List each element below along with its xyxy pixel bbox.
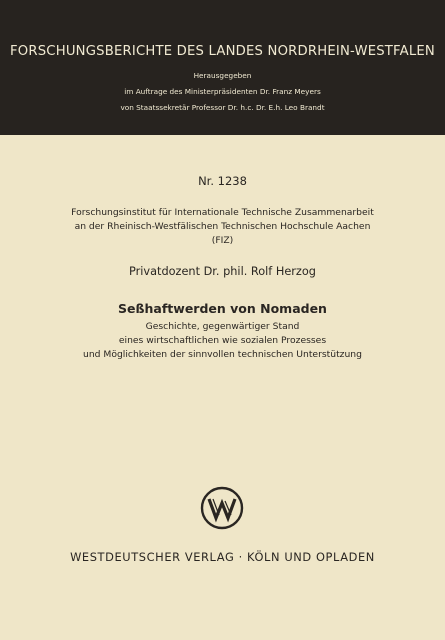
book-title: Seßhaftwerden von Nomaden: [118, 301, 327, 316]
series-title: FORSCHUNGSBERICHTE DES LANDES NORDRHEIN-WESTFALEN: [10, 44, 435, 59]
report-number: Nr. 1238: [198, 174, 247, 188]
subtitle-line-1: Geschichte, gegenwärtiger Stand: [145, 321, 300, 332]
subtitle-line-2: eines wirtschaftlichen wie sozialen Prozesses: [118, 335, 327, 346]
institute-line-1: Forschungsinstitut für Internationale Technische Zusammenarbeit: [71, 207, 374, 218]
editor-line-1: Herausgegeben: [193, 71, 252, 80]
institute-line-3: (FIZ): [211, 235, 234, 246]
institute-line-2: an der Rheinisch-Westfälischen Technischen Hochschule Aachen: [74, 221, 371, 232]
editor-line-2: im Auftrage des Ministerpräsidenten Dr. Franz Meyers: [124, 87, 321, 96]
publisher-name: WESTDEUTSCHER VERLAG · KÖLN UND OPLADEN: [70, 550, 375, 564]
author: Privatdozent Dr. phil. Rolf Herzog: [129, 265, 316, 278]
publisher-logo-icon: [200, 486, 244, 530]
editor-line-3: von Staatssekretär Professor Dr. h.c. Dr. E.h. Leo Brandt: [120, 103, 325, 112]
subtitle-line-3: und Möglichkeiten der sinnvollen technischen Unterstützung: [83, 349, 362, 360]
series-header-band: [0, 0, 445, 135]
